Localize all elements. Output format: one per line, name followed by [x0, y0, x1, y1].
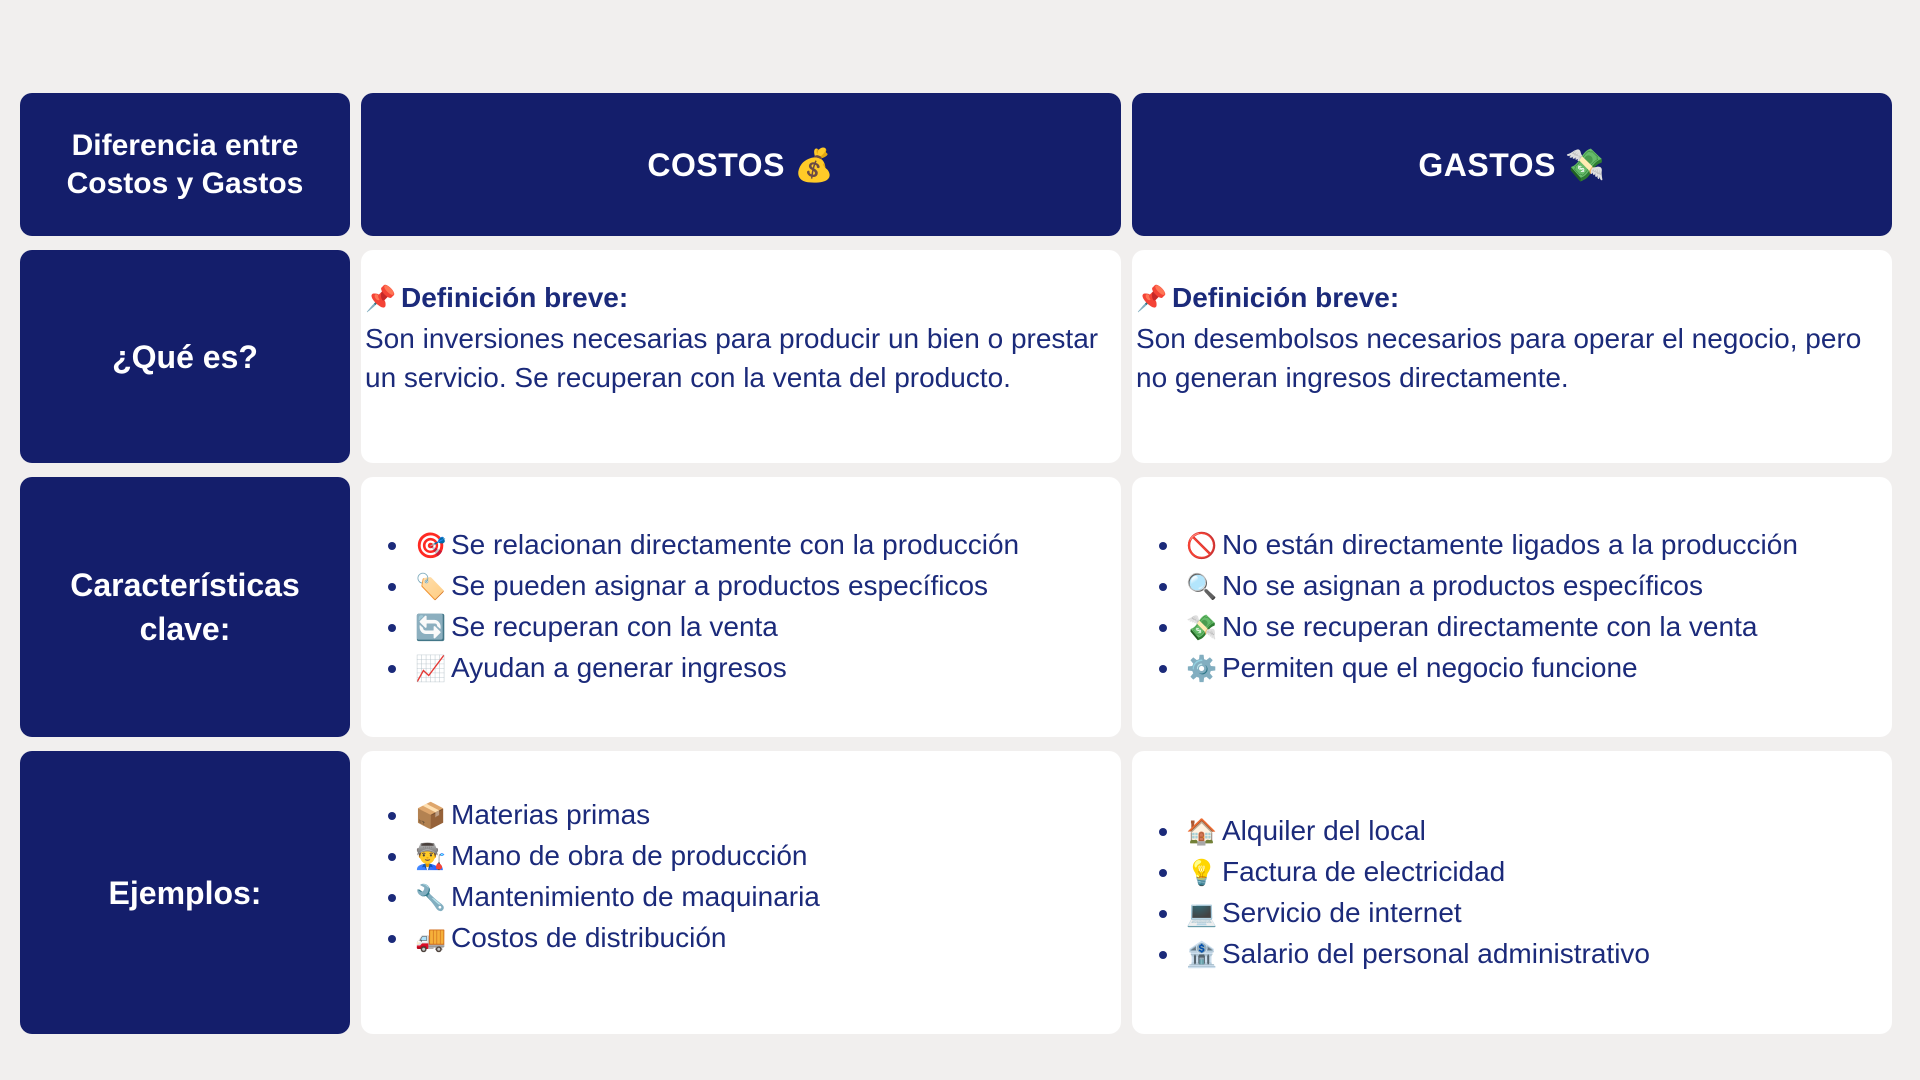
list-item-text: Alquiler del local: [1222, 814, 1426, 846]
list-item: [411, 525, 1019, 566]
list-item: [411, 566, 1019, 607]
costos-examples-cell: [361, 751, 1121, 1034]
target-icon: 🎯: [415, 532, 447, 560]
costos-examples-list: [389, 795, 820, 959]
bank-icon: 🏦: [1186, 940, 1218, 969]
chart-increasing-icon: 📈: [415, 655, 447, 683]
pushpin-icon: 📌: [365, 285, 397, 313]
pushpin-icon: 📌: [1136, 285, 1168, 313]
factory-worker-icon: 👨‍🏭: [415, 843, 447, 871]
list-item-text: Ayudan a generar ingresos: [451, 652, 787, 683]
costos-definition-title: Definición breve:: [401, 282, 629, 313]
prohibited-icon: 🚫: [1186, 532, 1218, 560]
gastos-column-header: GASTOS 💸: [1132, 93, 1892, 236]
costos-definition-heading: [365, 278, 1117, 319]
gastos-examples-cell: [1132, 751, 1892, 1034]
costos-characteristics-cell: [361, 477, 1121, 737]
list-item: [411, 918, 820, 959]
list-item: [411, 877, 820, 918]
package-icon: 📦: [415, 802, 447, 830]
wrench-icon: 🔧: [415, 884, 447, 912]
list-item-text: Materias primas: [451, 799, 651, 830]
house-icon: 🏠: [1186, 817, 1218, 846]
magnifying-glass-icon: 🔍: [1186, 573, 1218, 601]
gastos-characteristics-list: [1160, 525, 1798, 689]
gastos-definition-cell: [1132, 250, 1892, 463]
refresh-arrows-icon: 🔄: [415, 614, 447, 642]
laptop-icon: 💻: [1186, 899, 1218, 928]
label-tag-icon: 🏷️: [415, 573, 447, 601]
row-header-caracteristicas: Características clave:: [20, 477, 350, 737]
gear-icon: ⚙️: [1186, 655, 1218, 683]
comparison-table: [20, 93, 1899, 1034]
list-item: [1182, 811, 1650, 852]
list-item-text: No se recuperan directamente con la venta: [1222, 611, 1758, 642]
row-header-ejemplos: Ejemplos:: [20, 751, 350, 1034]
list-item-text: No se asignan a productos específicos: [1222, 570, 1703, 601]
costos-definition-text: Son inversiones necesarias para producir un bien o prestar un servicio. Se recuperan con la venta del producto.: [365, 323, 1099, 393]
list-item-text: Mano de obra de producción: [451, 840, 808, 871]
list-item-text: Se pueden asignar a productos específicos: [451, 570, 989, 601]
gastos-definition-heading: [1136, 278, 1888, 319]
money-with-wings-icon: 💸: [1186, 614, 1218, 642]
list-item: [1182, 893, 1650, 934]
list-item: [1182, 525, 1798, 566]
costos-column-header: COSTOS 💰: [361, 93, 1121, 236]
list-item: [411, 836, 820, 877]
list-item: [411, 648, 1019, 689]
light-bulb-icon: 💡: [1186, 858, 1218, 887]
list-item-text: Mantenimiento de maquinaria: [451, 881, 820, 912]
row-header-que-es: ¿Qué es?: [20, 250, 350, 463]
list-item-text: Se relacionan directamente con la producción: [451, 529, 1020, 560]
gastos-definition-title: Definición breve:: [1172, 282, 1400, 313]
gastos-characteristics-cell: [1132, 477, 1892, 737]
list-item-text: No están directamente ligados a la producción: [1222, 529, 1798, 560]
gastos-definition-text: Son desembolsos necesarios para operar el negocio, pero no generan ingresos directamente.: [1136, 323, 1862, 393]
costos-definition-cell: [361, 250, 1121, 463]
list-item-text: Salario del personal administrativo: [1222, 937, 1650, 969]
delivery-truck-icon: 🚚: [415, 925, 447, 953]
list-item: [1182, 607, 1798, 648]
list-item-text: Se recuperan con la venta: [451, 611, 778, 642]
costos-characteristics-list: [389, 525, 1019, 689]
list-item: [411, 795, 820, 836]
list-item: [411, 607, 1019, 648]
table-title: Diferencia entre Costos y Gastos: [20, 93, 350, 236]
list-item-text: Costos de distribución: [451, 922, 727, 953]
list-item: [1182, 566, 1798, 607]
gastos-examples-list: [1160, 811, 1650, 975]
list-item: [1182, 852, 1650, 893]
list-item: [1182, 934, 1650, 975]
list-item-text: Servicio de internet: [1222, 896, 1462, 928]
list-item-text: Permiten que el negocio funcione: [1222, 652, 1638, 683]
list-item: [1182, 648, 1798, 689]
list-item-text: Factura de electricidad: [1222, 855, 1506, 887]
